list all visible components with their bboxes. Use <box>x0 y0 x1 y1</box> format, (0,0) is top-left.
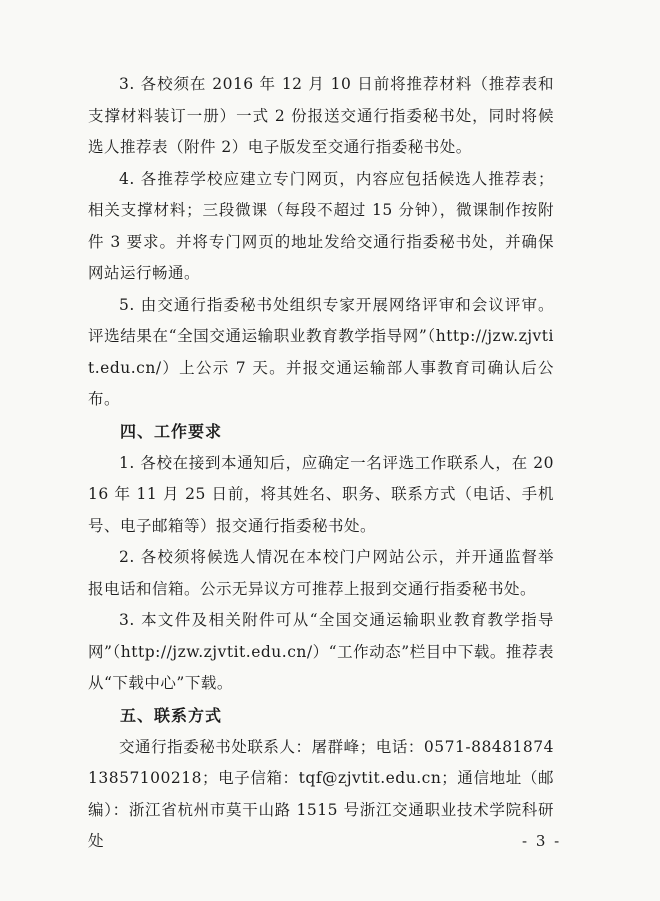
requirement-item-2: 2. 各校须将候选人情况在本校门户网站公示，并开通监督举报电话和信箱。公示无异议方可推荐上报到交通行指委秘书处。 <box>88 548 554 598</box>
section-heading-work-requirements: 四、工作要求 <box>120 421 223 441</box>
requirement-item-1: 1. 各校在接到本通知后，应确定一名评选工作联系人，在 2016 年 11 月 25 日前，将其姓名、职务、联系方式（电话、手机号、电子邮箱等）报交通行指委秘书处。 <box>88 453 554 535</box>
paragraph-item-5: 5. 由交通行指委秘书处组织专家开展网络评审和会议评审。评选结果在“全国交通运输职业教育教学指导网”（http://jzw.zjvtit.edu.cn/）上公示 7 天。并报交通运输部人事教育司确认后公布。 <box>88 295 554 408</box>
document-body <box>88 69 554 858</box>
paragraph-item-4: 4. 各推荐学校应建立专门网页，内容应包括候选人推荐表；相关支撑材料；三段微课（每段不超过 15 分钟），微课制作按附件 3 要求。并将专门网页的地址发给交通行指委秘书处，并确保网站运行畅通。 <box>88 169 554 282</box>
paragraph-item-3: 3. 各校须在 2016 年 12 月 10 日前将推荐材料（推荐表和支撑材料装订一册）一式 2 份报送交通行指委秘书处，同时将候选人推荐表（附件 2）电子版发至交通行指委秘书处。 <box>88 75 554 156</box>
section-heading-contact: 五、联系方式 <box>120 705 223 725</box>
contact-info: 交通行指委秘书处联系人：屠群峰；电话：0571-88481874 13857100218；电子信箱：tqf@zjvtit.edu.cn；通信地址（邮编）：浙江省杭州市莫干山路 1515 号浙江交通职业技术学院科研处 <box>88 737 554 850</box>
requirement-item-3: 3. 本文件及相关附件可从“全国交通运输职业教育教学指导网”（http://jzw.zjvtit.edu.cn/）“工作动态”栏目中下载。推荐表从“下载中心”下载。 <box>88 611 554 692</box>
page-number: - 3 - <box>522 832 562 850</box>
